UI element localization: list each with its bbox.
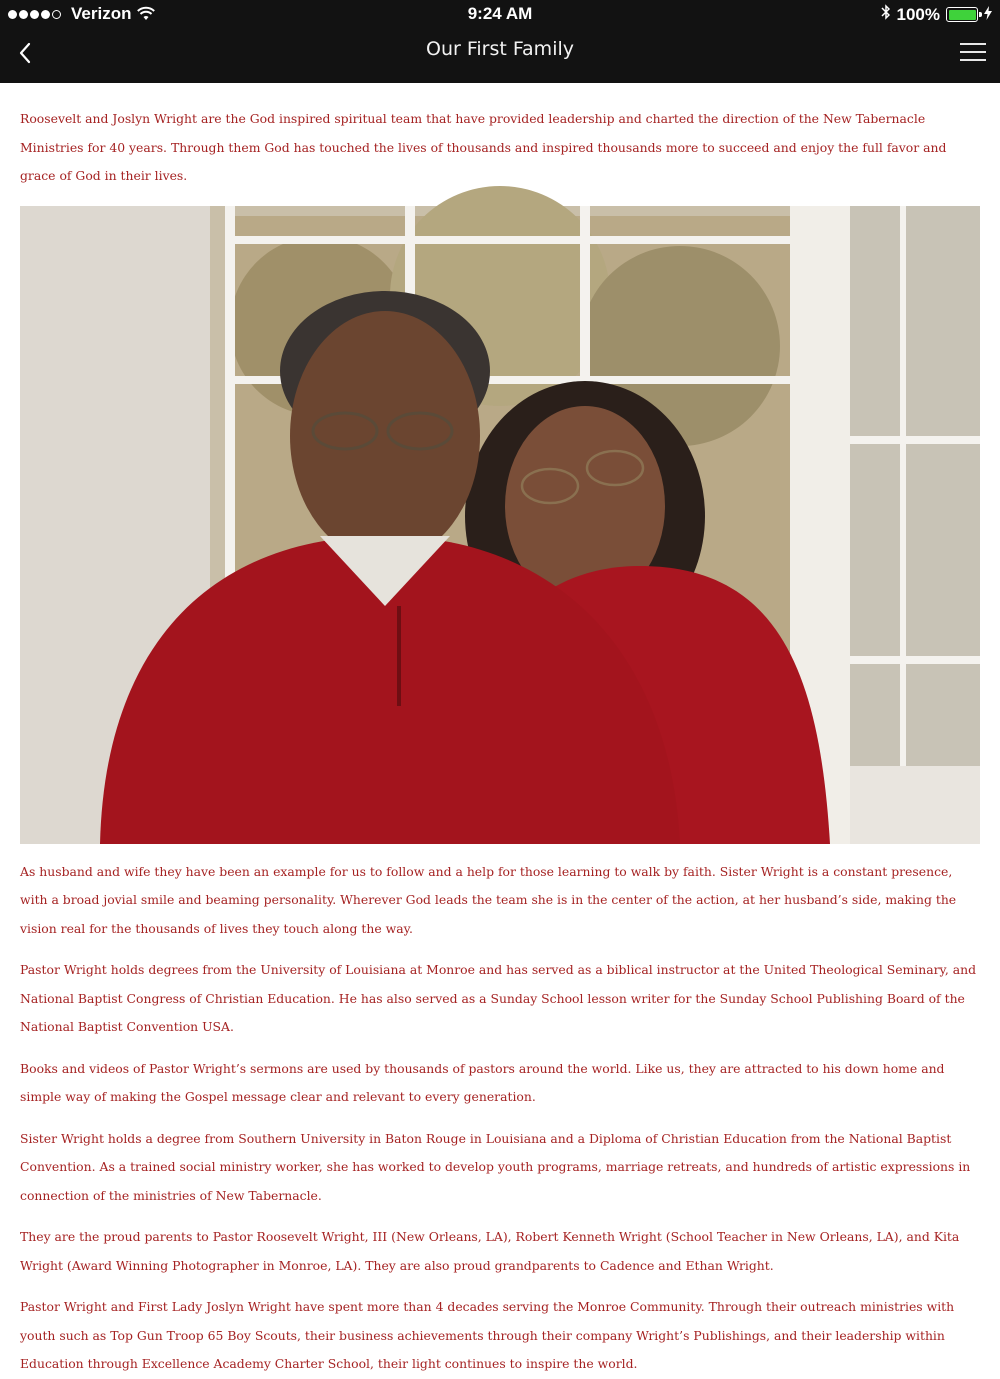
page-title: Our First Family: [425, 38, 574, 60]
carrier-name: Verizon: [71, 4, 132, 23]
paragraph: Pastor Wright holds degrees from the University of Louisiana at Monroe and has served as a biblical instructor at the United Theological Seminary, and National Baptist Congress of Christian Education. He has also served as a Sunday School lesson writer for the Sunday School Publishing Board of the National Baptist Convention USA.: [20, 962, 977, 1034]
couple-portrait-image: [20, 206, 980, 844]
navigation-bar: [0, 28, 1000, 83]
battery-percent: 100%: [896, 4, 940, 24]
battery-level: [949, 10, 976, 20]
status-bar: [0, 0, 1000, 28]
paragraph: They are the proud parents to Pastor Roosevelt Wright, III (New Orleans, LA), Robert Kenneth Wright (School Teacher in New Orleans, LA), and Kita Wright (Award Winning Photographer in Monroe, LA). They are also proud grandparents to Cadence and Ethan Wright.: [20, 1229, 960, 1273]
status-time: 9:24 AM: [467, 4, 533, 23]
paragraph: Books and videos of Pastor Wright’s sermons are used by thousands of pastors around the world. Like us, they are attracted to his down home and simple way of making the Gospel message clear and relevant to every generation.: [20, 1060, 945, 1104]
intro-paragraph: Roosevelt and Joslyn Wright are the God inspired spiritual team that have provided leadership and charted the direction of the New Tabernacle Ministries for 40 years. Through them God has touched the lives of thousands and inspired thousands more to succeed and enjoy the full favor and grace of God in their lives.: [20, 111, 947, 183]
status-right: [881, 4, 992, 25]
battery-icon: [946, 7, 978, 22]
bluetooth-icon: [881, 4, 891, 25]
hamburger-menu-icon: [960, 43, 986, 45]
top-bar: [0, 0, 1000, 83]
charging-icon: [984, 5, 992, 25]
paragraph: As husband and wife they have been an example for us to follow and a help for those learning to walk by faith. Sister Wright is a constant presence, with a broad jovial smile and beaming personality. Wherever God leads the team she is in the center of the action, at her husband’s side, making the vision real for the thousands of lives they touch along the way.: [20, 863, 957, 936]
menu-button[interactable]: [960, 40, 986, 64]
paragraph: Pastor Wright and First Lady Joslyn Wright have spent more than 4 decades serving the Monroe Community. Through their outreach ministries with youth such as Top Gun Troop 65 Boy Scouts, their business achievements through their company Wright’s Publishings, and their leadership within Education through Excellence Academy Charter School, their light continues to inspire the world.: [20, 1299, 955, 1371]
family-photo: [20, 206, 980, 844]
article-content: [0, 83, 1000, 1379]
paragraph: Sister Wright holds a degree from Southern University in Baton Rouge in Louisiana and a Diploma of Christian Education from the National Baptist Convention. As a trained social ministry worker, she has worked to develop youth programs, marriage retreats, and hundreds of artistic expressions in connection of the ministries of New Tabernacle.: [20, 1130, 971, 1203]
